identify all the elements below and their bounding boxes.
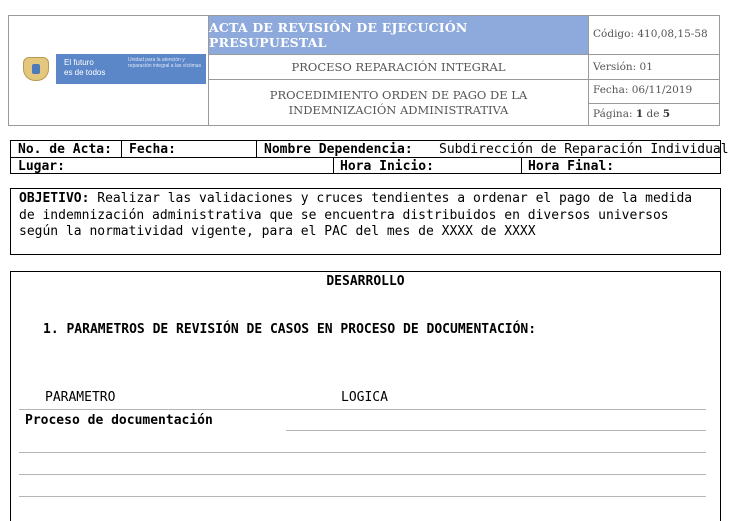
- logo-cell: [9, 16, 208, 125]
- date-label: Fecha:: [129, 142, 176, 157]
- procedure-name: PROCEDIMIENTO ORDEN DE PAGO DE LA INDEMNIZACIÓN ADMINISTRATIVA: [269, 87, 528, 117]
- start-time-label: Hora Inicio:: [340, 159, 434, 174]
- institution-logo: El futuro es de todos Unidad para la atención y reparación integral a las víctimas: [19, 54, 205, 84]
- objective-label: OBJETIVO:: [19, 191, 90, 206]
- document-title: ACTA DE REVISIÓN DE EJECUCIÓN PRESUPUESTAL: [209, 16, 588, 54]
- page-number: Página: 1 de 5: [593, 108, 671, 120]
- objective-text: Realizar las validaciones y cruces tendientes a ordenar el pago de la medida de indemnización administrativa que se encuentra distribuidos en diversos universos según la normatividad vigente, para el PAC del mes de XXXX de XXXX: [19, 191, 693, 239]
- place-label: Lugar:: [18, 159, 65, 174]
- table-divider: [286, 430, 706, 431]
- document-date: Fecha: 06/11/2019: [593, 84, 693, 96]
- end-time-label: Hora Final:: [528, 159, 615, 174]
- act-number-label: No. de Acta:: [18, 142, 112, 157]
- document-version: Versión: 01: [593, 61, 653, 73]
- coat-of-arms-icon: [23, 57, 49, 81]
- parameter-column-header: PARAMETRO: [45, 390, 116, 405]
- dependency-label: Nombre Dependencia:: [264, 142, 413, 157]
- process-name: PROCESO REPARACIÓN INTEGRAL: [291, 60, 506, 74]
- table-divider: [19, 452, 706, 453]
- section-heading: 1. PARAMETROS DE REVISIÓN DE CASOS EN PROCESO DE DOCUMENTACIÓN:: [43, 322, 537, 337]
- table-divider: [19, 409, 706, 410]
- development-section: [10, 271, 721, 521]
- table-row-label: Proceso de documentación: [25, 413, 213, 428]
- table-divider: [19, 474, 706, 475]
- dependency-value: Subdirección de Reparación Individual: [439, 142, 729, 157]
- act-info-table: [10, 140, 729, 174]
- document-code: Código: 410,08,15-58: [593, 28, 708, 40]
- table-divider: [19, 496, 706, 497]
- objective-box: [10, 188, 721, 255]
- document-header: [8, 15, 720, 126]
- logic-column-header: LOGICA: [341, 390, 388, 405]
- development-title: DESARROLLO: [326, 274, 405, 289]
